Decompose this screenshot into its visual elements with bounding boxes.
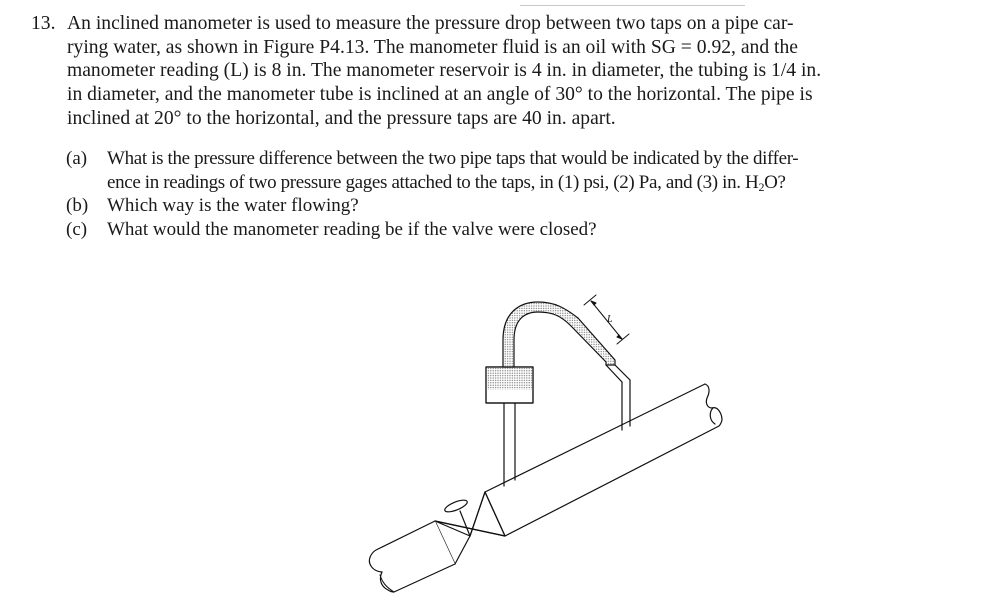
problem-parts xyxy=(66,147,798,242)
part-text: What is the pressure difference between the two pipe taps that would be indicated by the differ- xyxy=(107,148,799,169)
part-c xyxy=(66,218,798,242)
part-text: What would the manometer reading be if the valve were closed? xyxy=(107,219,597,241)
problem-line: inclined at 20° to the horizontal, and the pressure taps are 40 in. apart. xyxy=(67,107,616,129)
manometer-oil-tube xyxy=(503,302,615,367)
manometer-inclined-tube xyxy=(606,365,630,430)
part-label: (a) xyxy=(66,148,88,169)
dimension-l-label: L xyxy=(607,314,613,325)
part-text-continued xyxy=(107,171,798,195)
inclined-pipe-upper xyxy=(485,384,722,536)
manometer-diagram xyxy=(360,290,740,608)
inclined-pipe-lower xyxy=(369,521,455,592)
problem-line: rying water, as shown in Figure P4.13. The manometer fluid is an oil with SG = 0.92, and the xyxy=(67,36,798,58)
subscript: 2 xyxy=(758,179,765,194)
problem-body xyxy=(67,12,931,131)
problem-statement xyxy=(31,12,931,131)
manometer-figure xyxy=(360,290,740,608)
reservoir-leg-tube xyxy=(504,403,515,486)
part-b xyxy=(66,194,798,218)
page-top-rule xyxy=(520,5,745,6)
part-label: (c) xyxy=(66,219,88,241)
problem-line: manometer reading (L) is 8 in. The manometer reservoir is 4 in. in diameter, the tubing is 1/4 in. xyxy=(67,60,822,82)
manometer-reservoir xyxy=(486,367,533,403)
problem-number: 13. xyxy=(31,13,56,34)
part-text-segment: ence in readings of two pressure gages attached to the taps, in (1) psi, (2) Pa, and (3) in. H xyxy=(107,171,759,193)
part-text-segment: O? xyxy=(764,171,786,193)
problem-line: in diameter, and the manometer tube is inclined at an angle of 30° to the horizontal. The pipe is xyxy=(67,84,813,106)
part-text: Which way is the water flowing? xyxy=(107,195,359,217)
problem-line: An inclined manometer is used to measure the pressure drop between two taps on a pipe car- xyxy=(67,13,794,34)
part-a xyxy=(66,147,798,194)
part-label: (b) xyxy=(66,195,89,217)
